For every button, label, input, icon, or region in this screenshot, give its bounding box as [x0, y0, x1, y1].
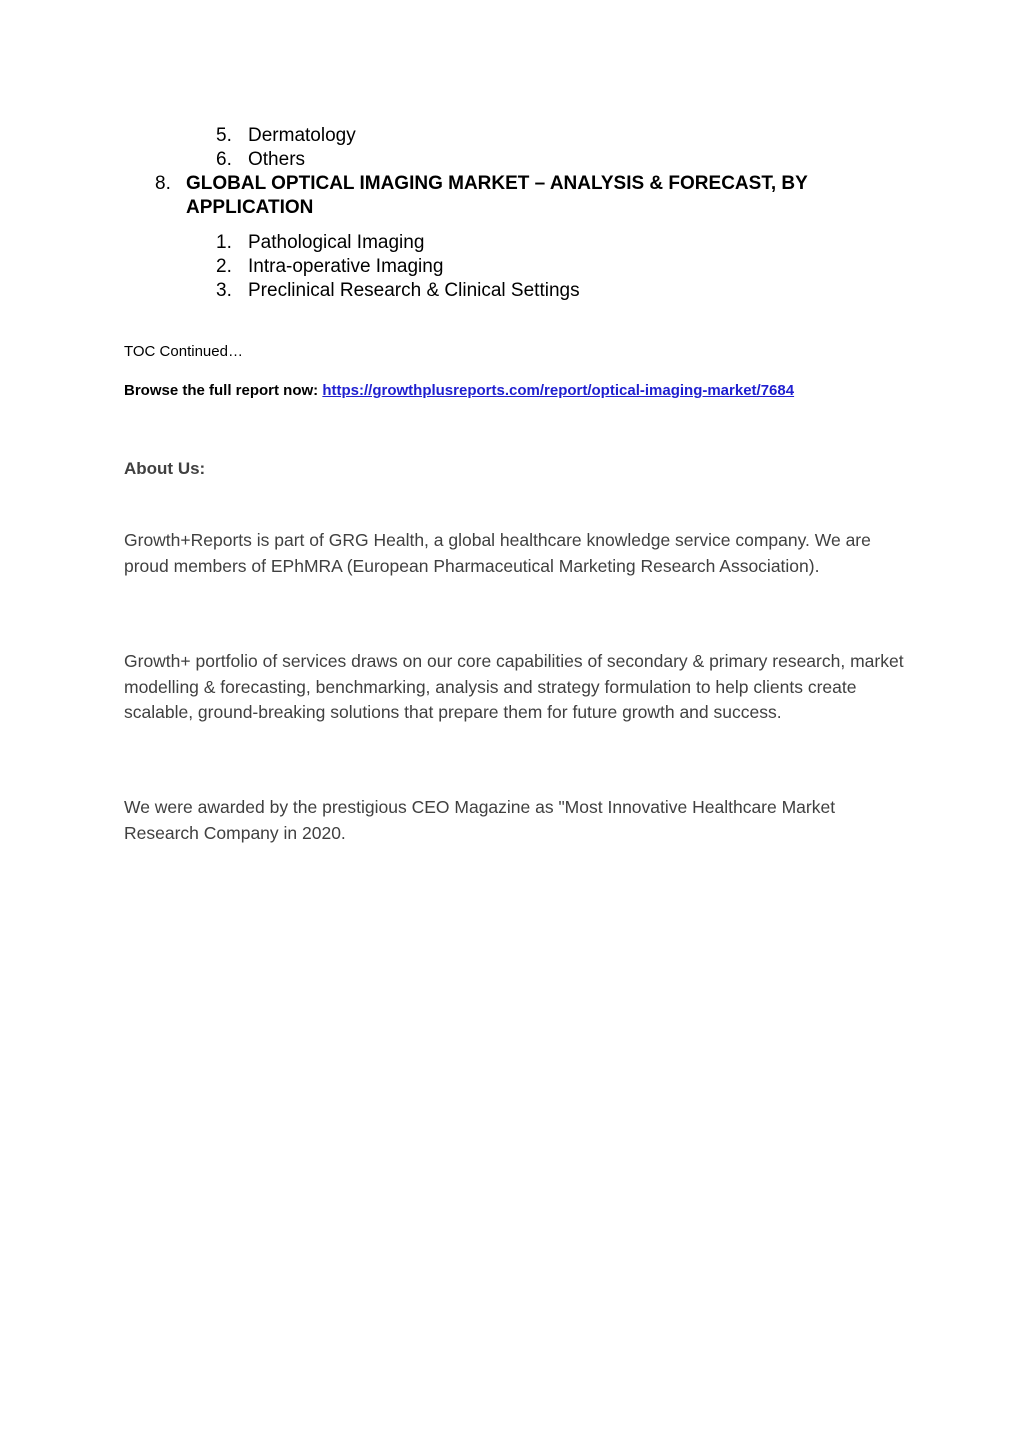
toc-item-number: 1.: [216, 232, 232, 253]
report-link[interactable]: https://growthplusreports.com/report/optical-imaging-market/7684: [322, 382, 795, 399]
browse-report-line: [124, 382, 794, 399]
toc-item-label: Pathological Imaging: [248, 232, 425, 253]
toc-item-label: Preclinical Research & Clinical Settings: [248, 280, 580, 301]
about-paragraph-company: Growth+Reports is part of GRG Health, a global healthcare knowledge service company. We are proud members of EPhMRA (European Pharmaceutical Marketing Research Association).: [124, 530, 871, 576]
browse-prefix: Browse the full report now:: [124, 382, 323, 399]
toc-item-label: Dermatology: [248, 125, 356, 146]
about-paragraph-services: Growth+ portfolio of services draws on our core capabilities of secondary & primary research, market modelling & forecasting, benchmarking, analysis and strategy formulation to help clients create scalable, ground-breaking solutions that prepare them for future growth and success.: [124, 651, 904, 722]
toc-item-label: Intra-operative Imaging: [248, 256, 444, 277]
toc-item-number: 5.: [216, 125, 232, 146]
section-title: GLOBAL OPTICAL IMAGING MARKET – ANALYSIS & FORECAST, BY APPLICATION: [186, 173, 808, 218]
section-number: 8.: [155, 173, 171, 194]
toc-continued-note: TOC Continued…: [124, 343, 243, 360]
toc-item-number: 3.: [216, 280, 232, 301]
toc-item-number: 6.: [216, 149, 232, 170]
about-paragraph-award: We were awarded by the prestigious CEO Magazine as "Most Innovative Healthcare Market Research Company in 2020.: [124, 797, 836, 843]
about-us-heading: About Us:: [124, 459, 206, 478]
toc-item-number: 2.: [216, 256, 232, 277]
toc-item-label: Others: [248, 149, 306, 170]
